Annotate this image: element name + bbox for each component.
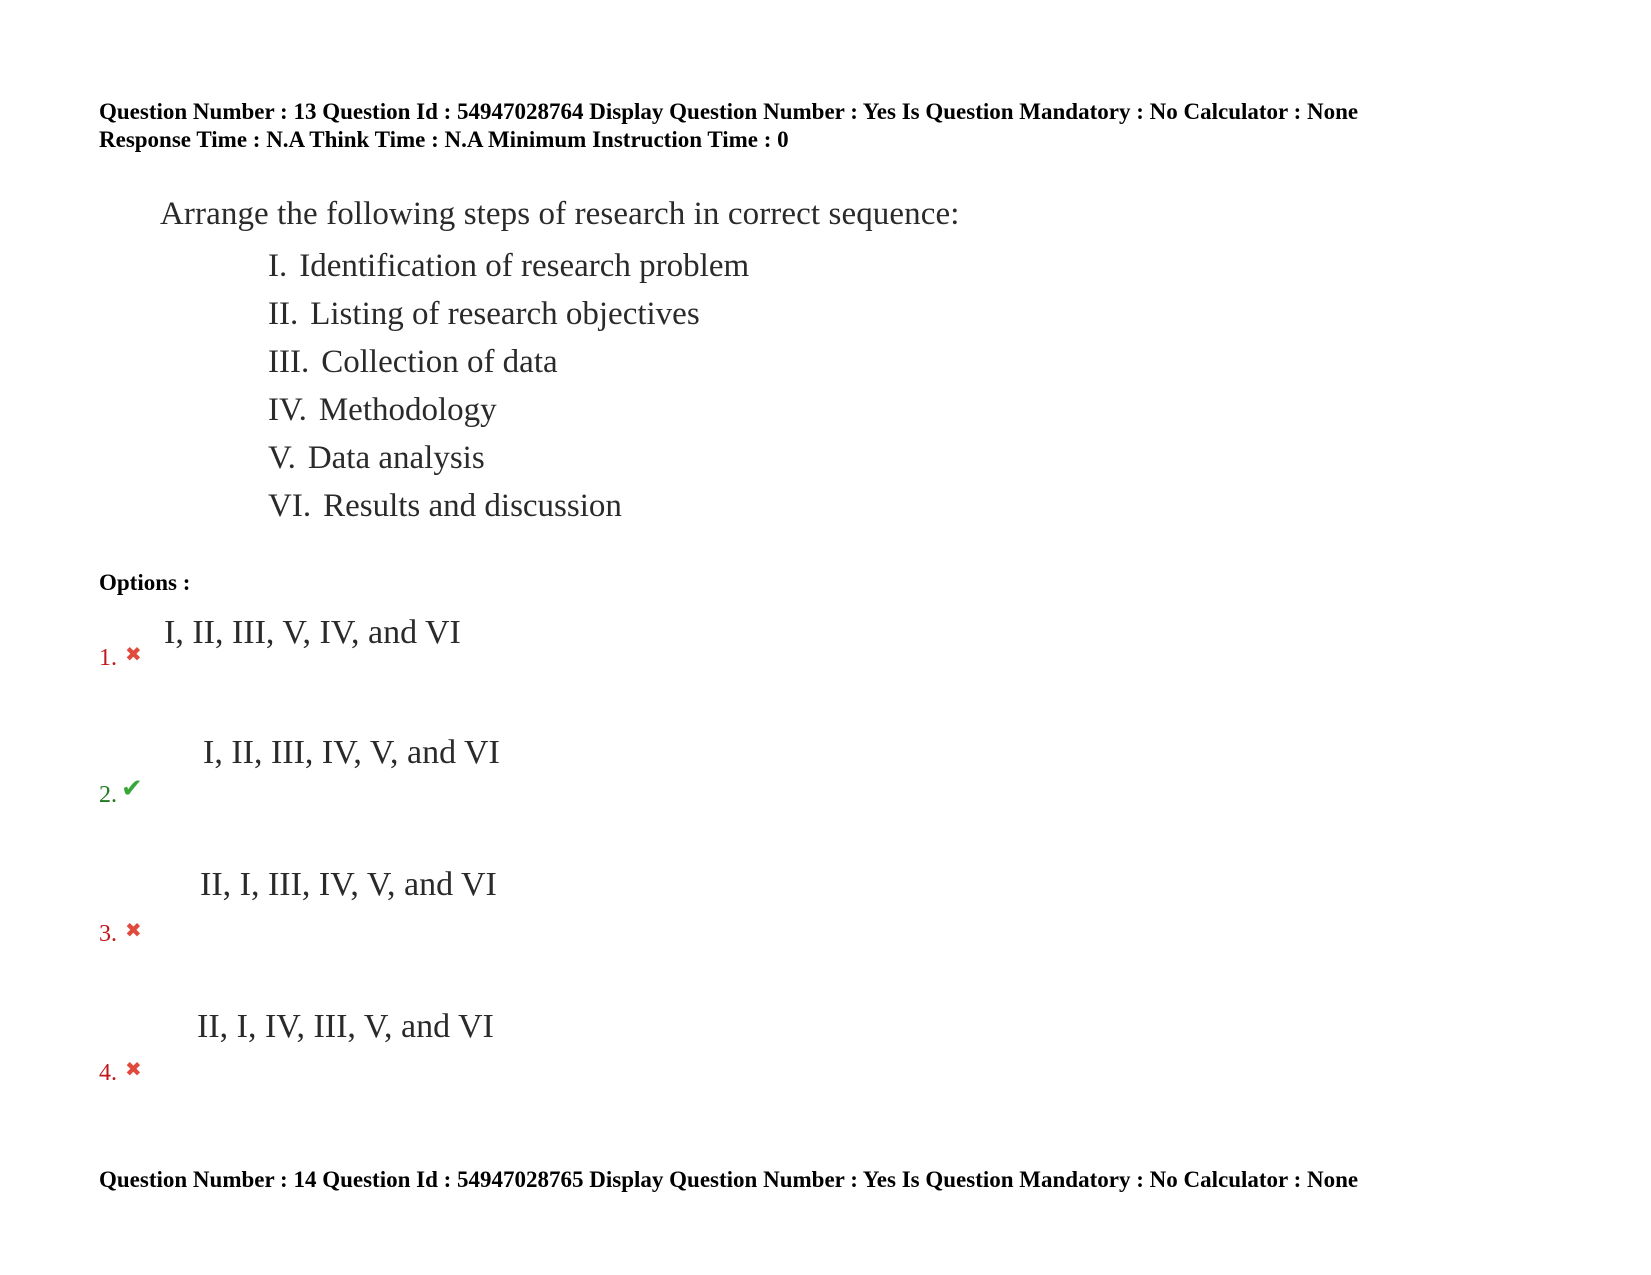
step-number: IV. xyxy=(268,392,307,428)
option-text: II, I, III, IV, V, and VI xyxy=(200,866,497,903)
step-text: Listing of research objectives xyxy=(310,296,700,332)
option-text: I, II, III, V, IV, and VI xyxy=(164,614,461,651)
step-number: VI. xyxy=(268,488,312,524)
step-item xyxy=(268,386,749,434)
option-number: 3. xyxy=(99,921,117,947)
question-prompt: Arrange the following steps of research in correct sequence: xyxy=(160,196,960,232)
step-text: Data analysis xyxy=(307,440,485,476)
step-number: V. xyxy=(268,440,296,476)
cross-icon: ✖ xyxy=(125,1057,142,1081)
step-text: Methodology xyxy=(318,392,497,428)
next-question-meta-line-1: Question Number : 14 Question Id : 54947028765 Display Question Number : Yes Is Question Mandatory : No Calculator : None xyxy=(99,1167,1359,1192)
research-steps-list xyxy=(268,242,749,530)
option-number: 2. xyxy=(99,782,117,808)
step-text: Identification of research problem xyxy=(299,248,750,284)
step-text: Results and discussion xyxy=(323,488,622,524)
step-number: III. xyxy=(268,344,310,380)
step-text: Collection of data xyxy=(321,344,558,380)
question-meta-line-1: Question Number : 13 Question Id : 54947028764 Display Question Number : Yes Is Question Mandatory : No Calculator : None xyxy=(99,99,1359,124)
option-text: II, I, IV, III, V, and VI xyxy=(197,1008,494,1045)
cross-icon: ✖ xyxy=(125,642,142,666)
options-label: Options : xyxy=(99,570,191,595)
step-item xyxy=(268,482,749,530)
question-meta-line-2: Response Time : N.A Think Time : N.A Minimum Instruction Time : 0 xyxy=(99,127,789,152)
check-icon: ✔ xyxy=(121,774,143,804)
step-item xyxy=(268,290,749,338)
step-item xyxy=(268,434,749,482)
step-number: II. xyxy=(268,296,299,332)
cross-icon: ✖ xyxy=(125,918,142,942)
option-number: 1. xyxy=(99,645,117,671)
option-text: I, II, III, IV, V, and VI xyxy=(203,734,500,771)
option-number: 4. xyxy=(99,1060,117,1086)
step-item xyxy=(268,242,749,290)
step-item xyxy=(268,338,749,386)
step-number: I. xyxy=(268,248,288,284)
